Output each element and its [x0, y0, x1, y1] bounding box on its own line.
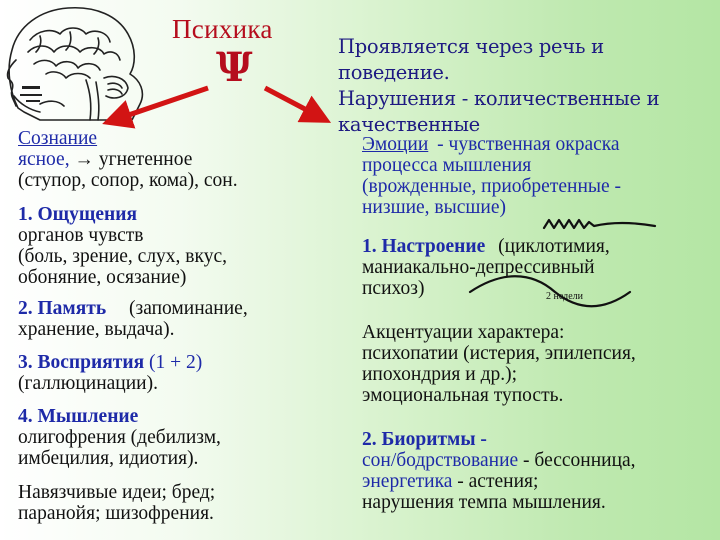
consciousness-clear: ясное, [18, 149, 70, 170]
emotions-block [362, 134, 621, 218]
squiggle-wave-icon [544, 220, 655, 228]
memory-block [18, 298, 248, 340]
character-line: Акцентуации характера: [362, 322, 565, 343]
biorhythms-term: Биоритмы - [381, 429, 487, 450]
manifest-line: Нарушения - количественные и [338, 87, 660, 110]
manifest-block [338, 34, 718, 138]
consciousness-term: Сознание [18, 128, 98, 149]
memory-line: (запоминание, [129, 298, 248, 319]
wave-label: 2 недели [546, 291, 584, 302]
character-line: ипохондрия и др.); [362, 364, 518, 385]
character-line: эмоциональная тупость. [362, 385, 564, 406]
perception-term: Восприятия [37, 352, 145, 373]
memory-term: Память [37, 298, 107, 319]
emotions-line: (врожденные, приобретенные - [362, 176, 622, 197]
perception-formula: (1 + 2) [149, 352, 203, 373]
thinking-line: имбецилия, идиотия). [18, 448, 199, 469]
biorhythms-line: - бессонница, [523, 450, 636, 471]
sensations-line: (боль, зрение, слух, вкус, [18, 246, 227, 267]
perception-block [18, 352, 202, 394]
manifest-line: качественные [338, 113, 480, 136]
mood-block [362, 236, 610, 299]
arrow-glyph: → [74, 149, 94, 170]
sensations-line: обоняние, осязание) [18, 267, 187, 288]
emotions-line: - чувственная окраска [437, 134, 620, 155]
mood-line: психоз) [362, 278, 425, 299]
emotions-term: Эмоции [362, 134, 429, 155]
thinking-term: Мышление [37, 406, 139, 427]
mood-term: Настроение [381, 236, 486, 257]
emotions-line: низшие, высшие) [362, 197, 506, 218]
sensations-line: органов чувств [18, 225, 144, 246]
perception-line: (галлюцинации). [18, 373, 158, 394]
item-number: 2. [18, 298, 33, 319]
manifest-line: Проявляется через речь и поведение. [338, 35, 604, 84]
psi-icon: Ψ [216, 44, 253, 91]
biorhythms-energy: энергетика [362, 471, 453, 492]
memory-line: хранение, выдача). [18, 319, 175, 340]
item-number: 3. [18, 352, 33, 373]
thinking-block [18, 406, 221, 469]
left-arrow-icon [114, 88, 208, 120]
obsessions-line: паранойя; шизофрения. [18, 503, 214, 524]
thinking-line: олигофрения (дебилизм, [18, 427, 221, 448]
sensations-term: Ощущения [37, 204, 138, 225]
mood-line: (циклотимия, [498, 236, 610, 257]
emotions-line: процесса мышления [362, 155, 532, 176]
obsessions-line: Навязчивые идеи; бред; [18, 482, 216, 503]
obsessions-block [18, 482, 215, 524]
character-line: психопатии (истерия, эпилепсия, [362, 343, 636, 364]
page-title: Психика [172, 14, 273, 44]
biorhythms-block [362, 429, 636, 513]
consciousness-block [18, 128, 238, 191]
right-arrow-icon [265, 88, 320, 117]
item-number: 4. [18, 406, 33, 427]
item-number: 1. [18, 204, 33, 225]
biorhythms-sleep: сон/бодрствование [362, 450, 519, 471]
biorhythms-line: нарушения темпа мышления. [362, 492, 606, 513]
mood-line: маниакально-депрессивный [362, 257, 595, 278]
consciousness-depressed: угнетенное [98, 149, 193, 170]
item-number: 1. [362, 236, 377, 257]
consciousness-line: (ступор, сопор, кома), сон. [18, 170, 238, 191]
item-number: 2. [362, 429, 377, 450]
character-block [362, 322, 636, 406]
biorhythms-line: - астения; [457, 471, 539, 492]
sensations-block [18, 204, 227, 288]
